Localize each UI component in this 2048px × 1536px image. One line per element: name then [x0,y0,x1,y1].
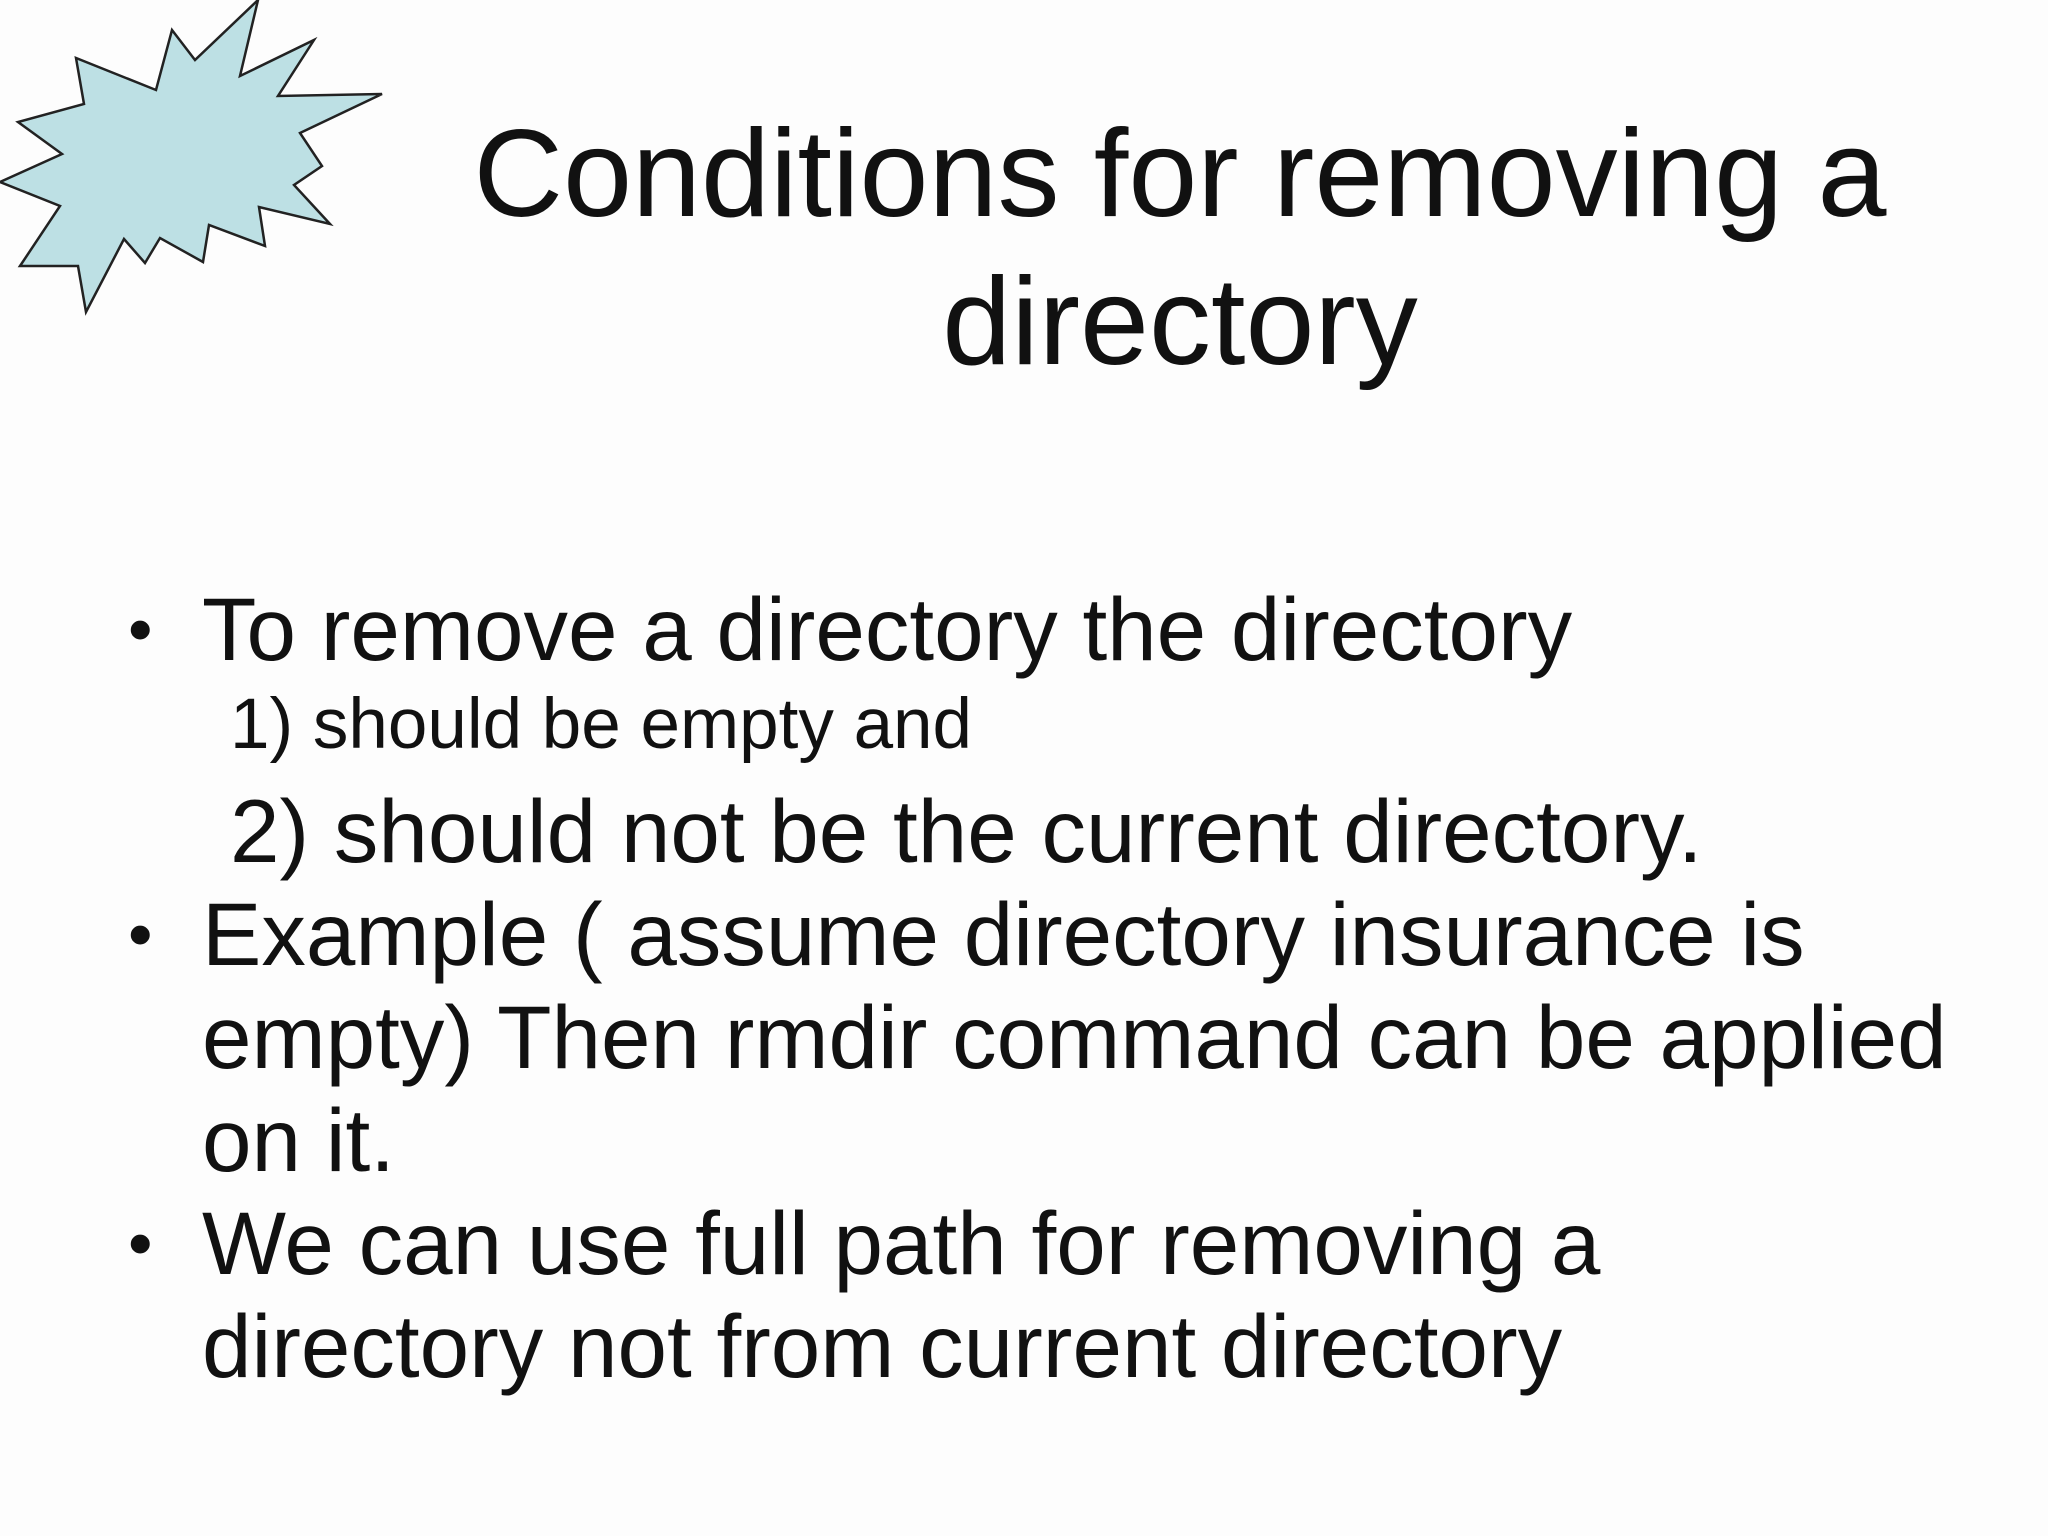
bullet-example [120,883,1960,1192]
bullet-full-path [120,1192,1960,1398]
bullet-text-example: Example ( assume directory insurance is empty) Then rmdir command can be applied on it. [202,884,1947,1190]
bullet-text-remove-heading: To remove a directory the directory [202,579,1573,679]
slide-body [120,578,1960,1398]
slide-title [420,100,1940,396]
bullet-mark: • [128,1204,153,1282]
title-line-2: directory [942,253,1418,391]
condition-1: 1) should be empty and [230,685,973,764]
bullet-mark: • [128,590,153,668]
bullet-text-full-path: We can use full path for removing a directory not from current directory [202,1193,1601,1396]
condition-2: 2) should not be the current directory. [230,781,1703,881]
bullet-mark: • [128,895,153,973]
starburst-icon [0,0,390,320]
title-line-1: Conditions for removing a [473,105,1887,243]
bullet-remove-heading [120,578,1960,681]
